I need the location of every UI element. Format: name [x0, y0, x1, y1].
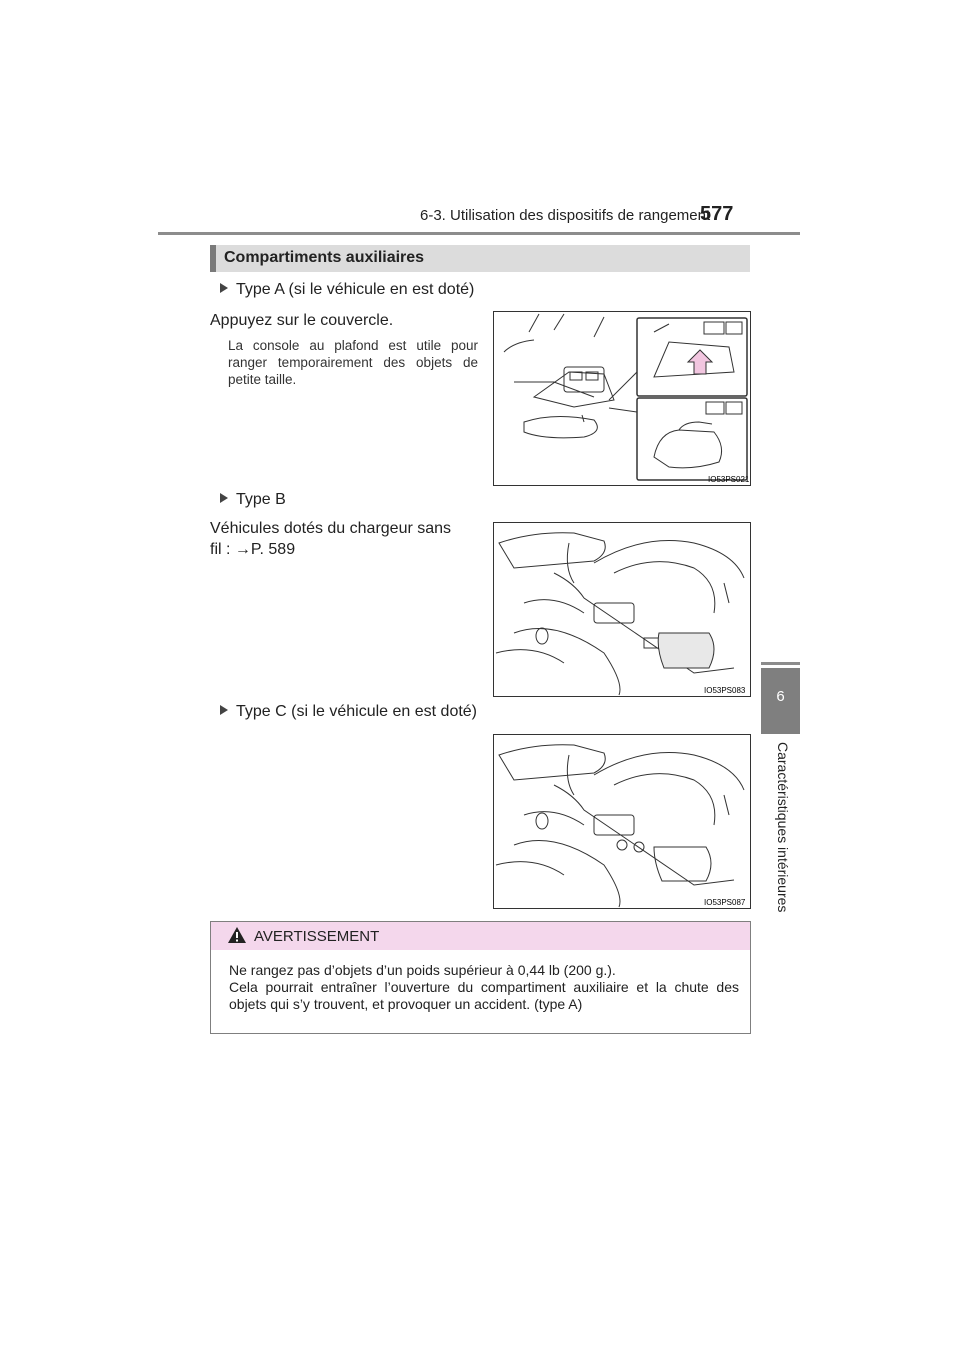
type-c-heading-text: Type C (si le véhicule en est doté)	[236, 703, 478, 720]
type-a-note: La console au plafond est utile pour ranger temporairement des objets de petite taille.	[228, 338, 478, 387]
center-console-illustration-b	[494, 523, 750, 696]
running-header: 6-3. Utilisation des dispositifs de rangement	[420, 207, 711, 224]
type-b-instruction-1: Véhicules dotés du chargeur sans	[210, 520, 452, 537]
arrow-up-icon	[688, 350, 712, 374]
figure-type-b	[493, 522, 751, 697]
bullet-triangle-icon	[220, 283, 228, 293]
section-title: Compartiments auxiliaires	[224, 249, 425, 266]
bullet-triangle-icon	[220, 493, 228, 503]
type-b-instruction-2: fil : →P. 589	[210, 541, 296, 558]
center-console-illustration-c	[494, 735, 750, 908]
header-rule	[158, 232, 800, 235]
tab-rule	[761, 662, 800, 665]
warning-text	[229, 962, 739, 1013]
type-a-heading-text: Type A (si le véhicule en est doté)	[236, 281, 475, 298]
warning-title: AVERTISSEMENT	[254, 928, 380, 945]
warning-line-2: Cela pourrait entraîner l’ouverture du compartiment auxiliaire et la chute des objets qui s’y trouvent, et provoquer un accident. (type A)	[229, 979, 739, 1012]
bullet-triangle-icon	[220, 705, 228, 715]
figure-code-a: IO53PS021	[708, 475, 750, 484]
figure-code-c: IO53PS087	[704, 898, 746, 907]
section-heading-accent	[210, 245, 216, 272]
figure-type-a	[493, 311, 751, 486]
type-b-heading	[220, 491, 286, 509]
figure-code-b: IO53PS083	[704, 686, 746, 695]
type-a-heading	[220, 281, 474, 299]
type-a-instruction: Appuyez sur le couvercle.	[210, 312, 394, 329]
chapter-number: 6	[776, 688, 785, 705]
warning-line-1: Ne rangez pas d’objets d’un poids supérieur à 0,44 lb (200 g.).	[229, 962, 616, 978]
type-b-heading-text: Type B	[236, 491, 286, 508]
figure-type-c	[493, 734, 751, 909]
warning-triangle-icon	[227, 926, 247, 944]
page-number: 577	[700, 203, 734, 225]
chapter-title: Caractéristiques intérieures	[775, 742, 791, 913]
type-c-heading	[220, 703, 477, 721]
overhead-console-illustration	[494, 312, 750, 485]
